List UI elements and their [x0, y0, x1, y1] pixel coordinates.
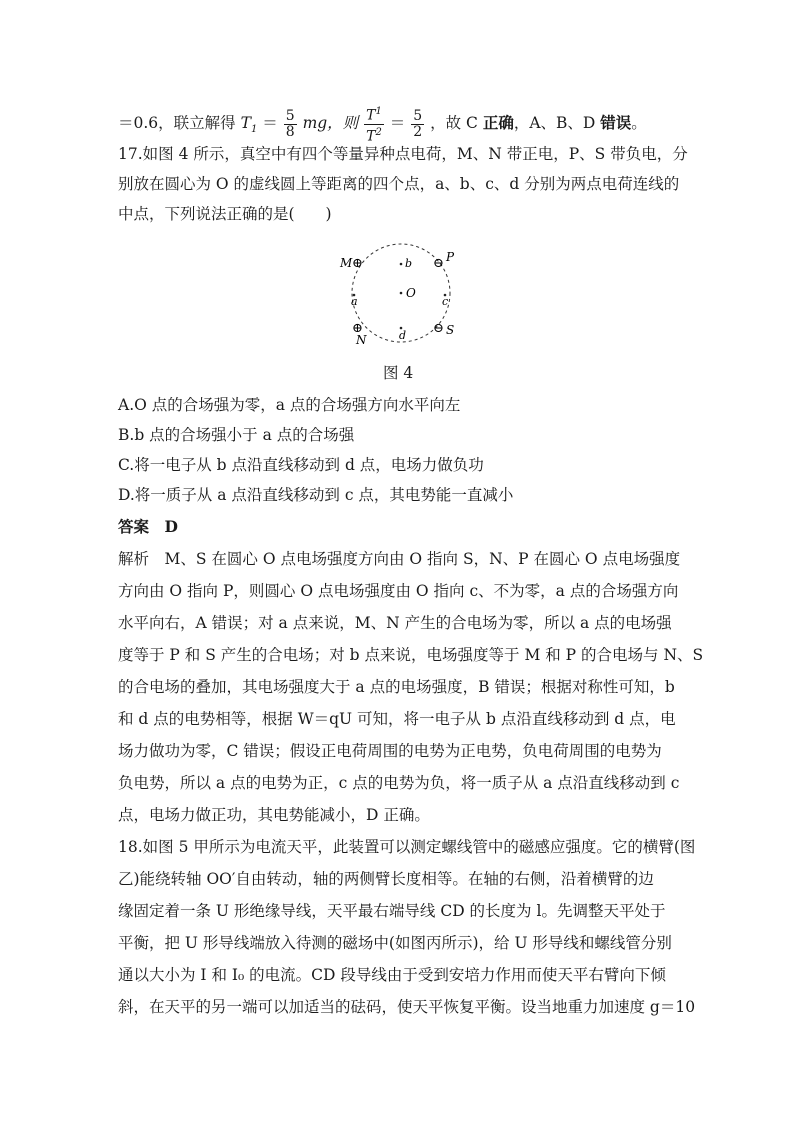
q18-stem-line: 平衡，把 U 形导线端放入待测的磁场中(如图丙所示)，给 U 形导线和螺线管分别 [118, 934, 672, 952]
label-M: M [340, 256, 353, 270]
point-b [400, 263, 403, 266]
option-a: A.O 点的合场强为零，a 点的合场强方向水平向左 [118, 396, 461, 414]
text-correct: 正确 [482, 113, 514, 133]
point-O [400, 292, 403, 295]
q17-stem-line: 别放在圆心为 O 的虚线圆上等距离的四个点，a、b、c、d 分别为两点电荷连线的 [118, 175, 680, 193]
q18-stem-line: 斜，在天平的另一端可以加适当的砝码，使天平恢复平衡。设当地重力加速度 g＝10 [118, 998, 696, 1016]
q18-stem-line: 缘固定着一条 U 形绝缘导线，天平最右端导线 CD 的长度为 l。先调整天平处于 [118, 902, 666, 920]
analysis-line: 负电势，所以 a 点的电势为正，c 点的电势为负，将一质子从 a 点沿直线移动到 c [118, 774, 680, 792]
label-a: a [351, 295, 358, 308]
q18-stem-line: 乙)能绕转轴 OO′自由转动，轴的两侧臂长度相等。在轴的右侧，沿着横臂的边 [118, 870, 654, 888]
minus-charge-S: ⊖ [433, 321, 444, 336]
label-P: P [446, 250, 455, 264]
text-wrong: 错误 [600, 113, 632, 133]
plus-charge-M: ⊕ [352, 256, 363, 271]
analysis-line: 解析 M、S 在圆心 O 点电场强度方向由 O 指向 S，N、P 在圆心 O 点电场强度 [118, 550, 681, 568]
figure-4-diagram [330, 236, 470, 351]
analysis-line: 的合电场的叠加，其电场强度大于 a 点的电场强度，B 错误；根据对称性可知，b [118, 678, 675, 696]
text-mg: mg，则 [302, 114, 359, 133]
q18-stem-line: 通以大小为 I 和 I₀ 的电流。CD 段导线由于受到安培力作用而使天平右臂向下倾 [118, 966, 666, 984]
text-fragment: ，故 C [430, 114, 483, 133]
answer-line: 答案 D [118, 517, 178, 536]
label-d: d [399, 329, 407, 342]
analysis-line: 和 d 点的电势相等，根据 W＝qU 可知，将一电子从 b 点沿直线移动到 d 点，电 [118, 710, 676, 728]
analysis-line: 方向由 O 指向 P，则圆心 O 点电场强度由 O 指向 c、不为零，a 点的合场强方向 [118, 582, 679, 600]
analysis-line: 度等于 P 和 S 产生的合电场；对 b 点来说，电场强度等于 M 和 P 的合电场与 N、S [118, 646, 704, 664]
option-c: C.将一电子从 b 点沿直线移动到 d 点，电场力做负功 [118, 456, 484, 474]
fraction-T-ratio: $\frac{T^1}{T^2}$ [366, 106, 382, 145]
minus-charge-P: ⊖ [433, 256, 444, 271]
q17-stem-line: 17.如图 4 所示，真空中有四个等量异种点电荷，M、N 带正电，P、S 带负电，分 [118, 145, 688, 163]
var-T1: $T_1$ [240, 114, 258, 136]
analysis-line: 水平向右，A 错误；对 a 点来说，M、N 产生的合电场为零，所以 a 点的电场强 [118, 614, 672, 632]
figure-4-caption: 图 4 [383, 364, 414, 382]
equals: ＝ [262, 114, 278, 133]
label-c: c [442, 295, 449, 308]
fraction-5-8: $\frac{5}{8}$ [285, 107, 295, 140]
label-S: S [446, 323, 455, 337]
text-fragment: ，A、B、D [513, 114, 601, 133]
analysis-line: 场力做功为零，C 错误；假设正电荷周围的电势为正电势，负电荷周围的电势为 [118, 742, 662, 760]
label-O: O [406, 286, 416, 300]
text-fragment: 。 [631, 114, 647, 133]
plus-charge-N: ⊕ [352, 321, 363, 336]
analysis-line: 点，电场力做正功，其电势能减小，D 正确。 [118, 806, 430, 824]
equals: ＝ [389, 114, 406, 133]
text-fragment: ＝0.6，联立解得 [118, 114, 236, 133]
fraction-5-2: $\frac{5}{2}$ [413, 107, 423, 140]
q18-stem-line: 18.如图 5 甲所示为电流天平，此装置可以测定螺线管中的磁感应强度。它的横臂(图 [118, 838, 696, 856]
option-d: D.将一质子从 a 点沿直线移动到 c 点，其电势能一直减小 [118, 486, 514, 504]
solution-prev-line [118, 104, 647, 145]
label-N: N [356, 333, 367, 347]
label-b: b [405, 257, 413, 270]
option-b: B.b 点的合场强小于 a 点的合场强 [118, 426, 355, 444]
q17-stem-line: 中点，下列说法正确的是( ) [118, 205, 332, 223]
